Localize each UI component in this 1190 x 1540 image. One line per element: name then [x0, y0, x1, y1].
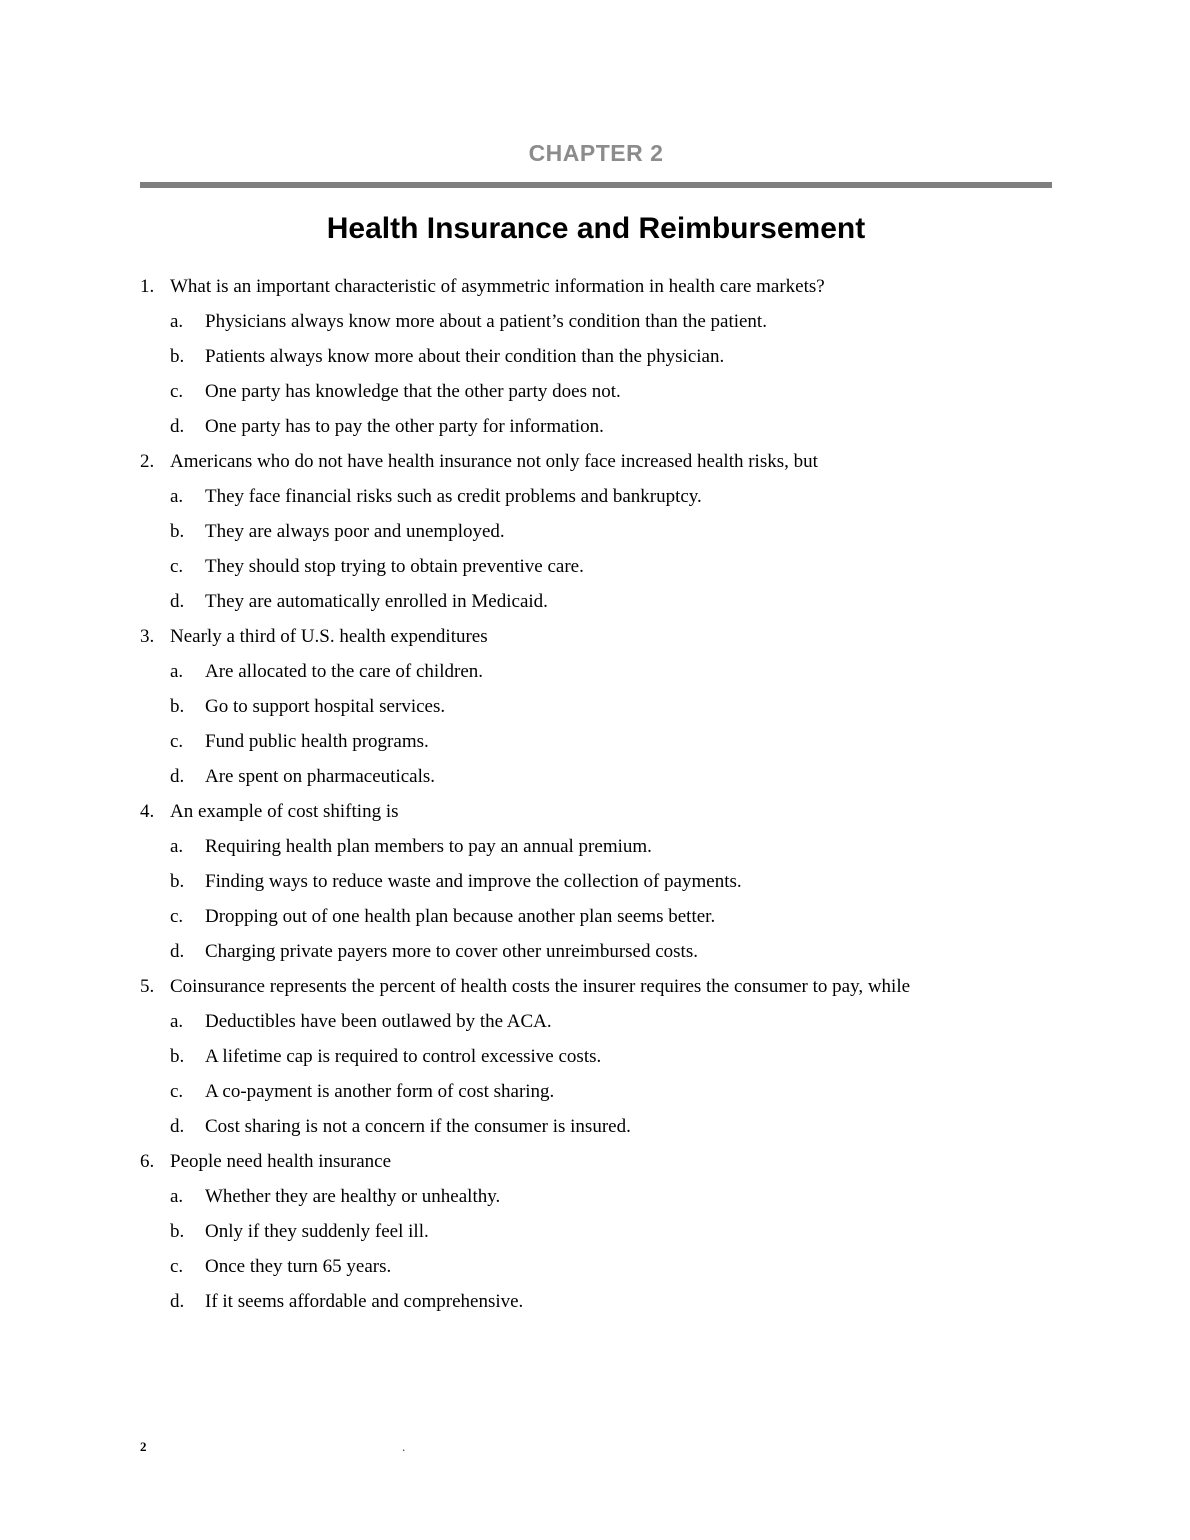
option-text: Finding ways to reduce waste and improve the collection of payments.	[205, 871, 742, 892]
page-footer	[140, 1438, 1052, 1458]
answer-option	[140, 1256, 1052, 1278]
option-letter: d.	[170, 941, 185, 962]
questions-list	[140, 276, 1052, 1313]
option-text: Once they turn 65 years.	[205, 1256, 392, 1277]
option-text: If it seems affordable and comprehensive.	[205, 1291, 524, 1312]
option-text: One party has knowledge that the other party does not.	[205, 381, 621, 402]
option-text: Fund public health programs.	[205, 731, 429, 752]
option-letter: d.	[170, 591, 185, 612]
answer-option	[140, 311, 1052, 333]
answer-option	[140, 1046, 1052, 1068]
option-letter: a.	[170, 1186, 184, 1207]
option-text: Physicians always know more about a patient’s condition than the patient.	[205, 311, 767, 332]
question-block	[140, 276, 1052, 438]
answer-option	[140, 1221, 1052, 1243]
answer-option	[140, 766, 1052, 788]
answer-option	[140, 416, 1052, 438]
question-number: 5.	[140, 976, 155, 997]
option-text: They face financial risks such as credit problems and bankruptcy.	[205, 486, 702, 507]
option-text: They are always poor and unemployed.	[205, 521, 505, 542]
option-letter: c.	[170, 731, 184, 752]
question-text: Coinsurance represents the percent of health costs the insurer requires the consumer to pay, while	[170, 976, 911, 997]
option-text: Cost sharing is not a concern if the consumer is insured.	[205, 1116, 631, 1137]
question-text: An example of cost shifting is	[170, 801, 399, 822]
answer-option	[140, 696, 1052, 718]
answer-option	[140, 346, 1052, 368]
option-text: They should stop trying to obtain preventive care.	[205, 556, 584, 577]
option-text: They are automatically enrolled in Medicaid.	[205, 591, 548, 612]
question-number: 4.	[140, 801, 155, 822]
answer-option	[140, 1011, 1052, 1033]
question-block	[140, 451, 1052, 613]
question-number: 1.	[140, 276, 155, 297]
option-text: Are spent on pharmaceuticals.	[205, 766, 436, 787]
option-letter: b.	[170, 521, 185, 542]
page-title: Health Insurance and Reimbursement	[326, 212, 866, 245]
answer-option	[140, 1291, 1052, 1313]
option-letter: c.	[170, 556, 184, 577]
option-letter: c.	[170, 906, 184, 927]
question-row	[140, 801, 1052, 823]
option-letter: d.	[170, 1116, 185, 1137]
option-letter: c.	[170, 1256, 184, 1277]
option-letter: a.	[170, 661, 184, 682]
question-number: 3.	[140, 626, 155, 647]
option-letter: a.	[170, 836, 184, 857]
option-text: Dropping out of one health plan because another plan seems better.	[205, 906, 716, 927]
option-text: Requiring health plan members to pay an annual premium.	[205, 836, 652, 857]
option-letter: a.	[170, 486, 184, 507]
answer-option	[140, 1081, 1052, 1103]
option-text: Are allocated to the care of children.	[205, 661, 483, 682]
question-row	[140, 451, 1052, 473]
question-row	[140, 976, 1052, 998]
option-letter: b.	[170, 1046, 185, 1067]
chapter-heading: CHAPTER 2	[528, 140, 664, 166]
answer-option	[140, 591, 1052, 613]
answer-option	[140, 871, 1052, 893]
question-row	[140, 626, 1052, 648]
option-letter: c.	[170, 381, 184, 402]
option-letter: d.	[170, 766, 185, 787]
question-block	[140, 801, 1052, 963]
option-letter: d.	[170, 1291, 185, 1312]
option-letter: d.	[170, 416, 185, 437]
answer-option	[140, 1186, 1052, 1208]
option-text: A lifetime cap is required to control excessive costs.	[205, 1046, 602, 1067]
divider-rule	[140, 182, 1052, 188]
option-text: Whether they are healthy or unhealthy.	[205, 1186, 501, 1207]
question-number: 6.	[140, 1151, 155, 1172]
option-letter: b.	[170, 346, 185, 367]
option-text: Patients always know more about their condition than the physician.	[205, 346, 725, 367]
question-text: Nearly a third of U.S. health expenditures	[170, 626, 488, 647]
option-text: One party has to pay the other party for information.	[205, 416, 604, 437]
answer-option	[140, 486, 1052, 508]
answer-option	[140, 661, 1052, 683]
footer-dot: .	[402, 1439, 406, 1454]
answer-option	[140, 836, 1052, 858]
question-row	[140, 1151, 1052, 1173]
question-text: People need health insurance	[170, 1151, 392, 1172]
option-letter: c.	[170, 1081, 184, 1102]
option-letter: a.	[170, 311, 184, 332]
option-text: A co-payment is another form of cost sharing.	[205, 1081, 555, 1102]
answer-option	[140, 556, 1052, 578]
option-text: Charging private payers more to cover other unreimbursed costs.	[205, 941, 698, 962]
answer-option	[140, 521, 1052, 543]
answer-option	[140, 1116, 1052, 1138]
answer-option	[140, 731, 1052, 753]
option-letter: b.	[170, 1221, 185, 1242]
answer-option	[140, 941, 1052, 963]
question-block	[140, 976, 1052, 1138]
footer-page-number: 2	[140, 1439, 147, 1454]
answer-option	[140, 906, 1052, 928]
answer-option	[140, 381, 1052, 403]
question-text: Americans who do not have health insurance not only face increased health risks, but	[170, 451, 818, 472]
question-block	[140, 1151, 1052, 1313]
question-text: What is an important characteristic of asymmetric information in health care markets?	[170, 276, 825, 297]
option-text: Only if they suddenly feel ill.	[205, 1221, 429, 1242]
question-row	[140, 276, 1052, 298]
option-text: Go to support hospital services.	[205, 696, 446, 717]
option-text: Deductibles have been outlawed by the ACA.	[205, 1011, 552, 1032]
question-block	[140, 626, 1052, 788]
option-letter: b.	[170, 871, 185, 892]
option-letter: a.	[170, 1011, 184, 1032]
question-number: 2.	[140, 451, 155, 472]
option-letter: b.	[170, 696, 185, 717]
